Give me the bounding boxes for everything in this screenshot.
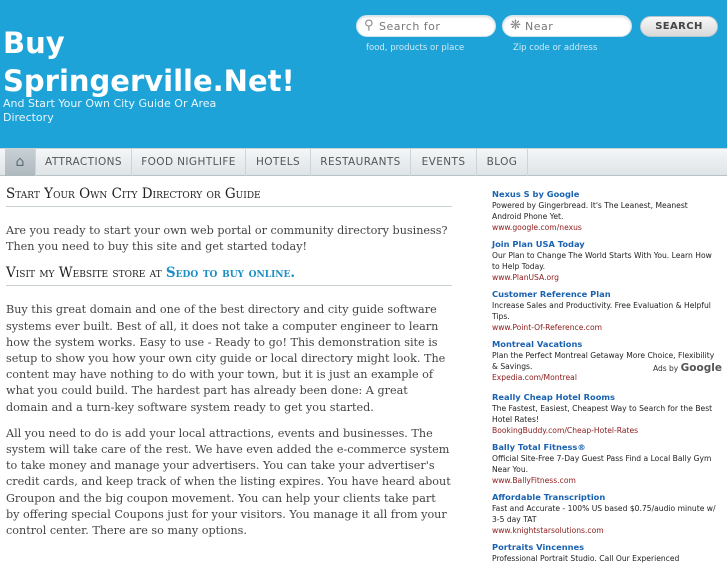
sedo-heading-text: Visit my Website store at: [6, 265, 162, 282]
ads-by-google[interactable]: [653, 362, 722, 374]
ad-item[interactable]: [492, 442, 717, 486]
ad-block: [492, 392, 717, 570]
ad-text: Fast and Accurate - 100% US based $0.75/audio minute w/ 3-5 day TAT: [492, 504, 716, 524]
ad-text: Our Plan to Change The World Starts With You. Learn How to Help Today.: [492, 251, 712, 271]
search-placeholder: Search for: [379, 20, 441, 33]
ad-title[interactable]: Montreal Vacations: [492, 339, 583, 349]
ad-url[interactable]: www.BallyFitness.com: [492, 476, 576, 485]
search-input[interactable]: [356, 15, 496, 37]
ad-text: Powered by Gingerbread. It's The Leanest, Meanest Android Phone Yet.: [492, 201, 688, 221]
ad-title[interactable]: Affordable Transcription: [492, 492, 606, 502]
ad-text: Official Site-Free 7-Day Guest Pass Find a Local Bally Gym Near You.: [492, 454, 712, 474]
ad-url[interactable]: www.knightstarsolutions.com: [492, 526, 604, 535]
ad-title[interactable]: Nexus S by Google: [492, 189, 580, 199]
search-icon: ⚲: [364, 18, 374, 33]
home-icon[interactable]: ⌂: [5, 149, 35, 176]
ad-text: The Fastest, Easiest, Cheapest Way to Search for the Best Hotel Rates!: [492, 404, 713, 424]
main-content: [6, 186, 452, 539]
nav-item-food-nightlife[interactable]: FOOD NIGHTLIFE: [131, 149, 245, 176]
body-paragraph: All you need to do is add your local attractions, events and businesses. The system will take care of the rest. We have even added the e-commerce system to take money and manage your advertisers. You can take your advertiser's credit cards, and keep track of when the listing expires. You have heard about Groupon and the big coupon movement. You can help your clients take part by offering special Coupons just for your visitors. You manage it all from your control center. There are so many options.: [6, 426, 451, 538]
body-paragraph: Buy this great domain and one of the best directory and city guide software systems ever built. Best of all, it does not take a computer engineer to learn how the system works. Easy to use - Ready to go! This demonstration site is setup to show you how your own city guide or local directory might look. The content may have nothing to do with your town, but it is just an example of what you could build. The hardest part has already been done: A great domain and a turn-key software system ready to get you started.: [6, 303, 446, 414]
ad-url[interactable]: www.Point-Of-Reference.com: [492, 323, 603, 332]
nav-item-blog[interactable]: BLOG: [476, 149, 528, 176]
main-nav: [0, 148, 727, 176]
ad-block: [492, 189, 717, 389]
ad-title[interactable]: Portraits Vincennes: [492, 542, 585, 552]
nav-item-restaurants[interactable]: RESTAURANTS: [310, 149, 410, 176]
google-logo: Google: [680, 362, 722, 374]
ad-text: Plan the Perfect Montreal Getaway More Choice, Flexibility & Savings.: [492, 351, 715, 371]
location-placeholder: Near: [525, 20, 554, 33]
site-tagline: And Start Your Own City Guide Or Area Directory: [3, 97, 217, 124]
ad-item[interactable]: [492, 239, 717, 283]
ad-title[interactable]: Bally Total Fitness®: [492, 442, 586, 452]
nav-item-hotels[interactable]: HOTELS: [245, 149, 310, 176]
ad-item[interactable]: [492, 392, 717, 436]
location-icon: ❋: [510, 18, 521, 33]
nav-item-events[interactable]: EVENTS: [410, 149, 476, 176]
ad-item[interactable]: [492, 339, 717, 383]
page-title: Start Your Own City Directory or Guide: [6, 186, 452, 207]
ad-title[interactable]: Really Cheap Hotel Rooms: [492, 392, 615, 402]
sedo-heading: [6, 265, 452, 286]
site-title[interactable]: Buy Springerville.Net!: [3, 26, 295, 98]
ad-url[interactable]: www.PlanUSA.org: [492, 273, 559, 282]
search-hint: food, products or place: [366, 43, 465, 53]
location-hint: Zip code or address: [513, 43, 598, 53]
ad-item[interactable]: [492, 189, 717, 233]
search-button[interactable]: SEARCH: [640, 16, 718, 37]
ad-text: Increase Sales and Productivity. Free Evaluation & Helpful Tips.: [492, 301, 711, 321]
ad-item[interactable]: [492, 289, 717, 333]
ad-item[interactable]: [492, 542, 717, 564]
ad-item[interactable]: [492, 492, 717, 536]
ad-url[interactable]: www.google.com/nexus: [492, 223, 582, 232]
site-header: [0, 0, 727, 148]
ad-url[interactable]: Expedia.com/Montreal: [492, 373, 577, 382]
ads-by-label: Ads by: [653, 364, 679, 373]
ad-title[interactable]: Customer Reference Plan: [492, 289, 611, 299]
ad-title[interactable]: Join Plan USA Today: [492, 239, 585, 249]
location-input[interactable]: [502, 15, 632, 37]
ad-url[interactable]: BookingBuddy.com/Cheap-Hotel-Rates: [492, 426, 639, 435]
intro-paragraph: Are you ready to start your own web portal or community directory business? Then you need to buy this site and get started today!: [6, 224, 448, 254]
sedo-link[interactable]: Sedo to buy online.: [165, 265, 296, 282]
nav-item-attractions[interactable]: ATTRACTIONS: [35, 149, 131, 176]
ad-text: Professional Portrait Studio. Call Our Experienced: [492, 554, 680, 563]
